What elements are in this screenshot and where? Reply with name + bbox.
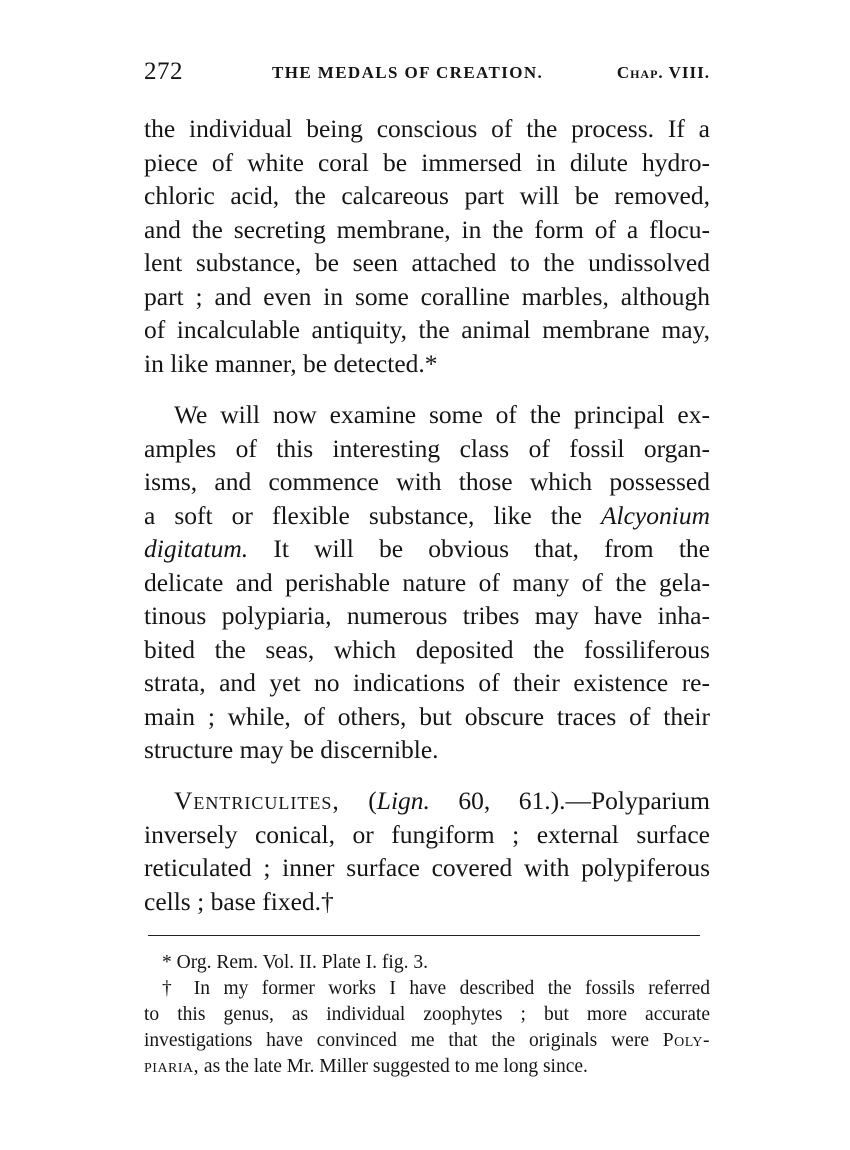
text-line: cells ; base fixed.†: [144, 886, 334, 916]
paragraph-ventriculites: [144, 784, 710, 918]
running-title: THE MEDALS OF CREATION.: [272, 63, 544, 82]
text-segment: investigations have convinced me that the originals were: [144, 1030, 663, 1051]
text-line: lent substance, be seen attached to the undissolved: [144, 248, 710, 277]
text-segment: It will be obvious that, from the: [248, 534, 710, 563]
genus-term: Ventriculites,: [174, 786, 340, 815]
text-line: We will now examine some of the principal ex-: [174, 400, 710, 429]
footnotes: [144, 950, 710, 1080]
text-line: main ; while, of others, but obscure traces of their: [144, 701, 710, 731]
text-line: piece of white coral be immersed in dilute hydro-: [144, 147, 710, 177]
text-segment: as the late Mr. Miller suggested to me long since.: [199, 1056, 588, 1077]
chapter-label: [617, 63, 710, 83]
chapter-label-text: Chap. VIII.: [616, 63, 710, 82]
footnote-2-line: to this genus, as individual zoophytes ; but more accurate: [144, 1004, 710, 1025]
text-segment: a soft or flexible substance, like the: [144, 500, 601, 530]
page-number: 272: [144, 58, 183, 85]
footnote-2-line: † In my former works I have described the fossils referred: [162, 978, 710, 999]
text-line-with-species: [144, 532, 710, 566]
text-line: delicate and perishable nature of many of the gela-: [144, 567, 710, 597]
species-name-epithet: digitatum.: [144, 534, 249, 563]
footnote-2-line: [144, 1054, 710, 1080]
running-header: [144, 58, 710, 92]
footnote-2-line: [144, 1028, 710, 1054]
text-segment: (: [339, 786, 377, 815]
footnote-divider: [148, 935, 700, 936]
text-line: in like manner, be detected.*: [144, 348, 438, 378]
footnote-term: piaria,: [144, 1056, 200, 1077]
text-line: the individual being conscious of the process. If a: [144, 114, 710, 143]
text-line: isms, and commence with those which possessed: [144, 467, 710, 496]
text-line: chloric acid, the calcareous part will be removed,: [144, 181, 710, 210]
figure-reference: Lign.: [376, 786, 430, 815]
text-line: part ; and even in some coralline marbles, although: [144, 281, 710, 311]
genus-entry-line: [144, 784, 710, 818]
text-line: and the secreting membrane, in the form of a flocu-: [144, 214, 710, 244]
text-line: bited the seas, which deposited the fossiliferous: [144, 634, 710, 664]
text-line: strata, and yet no indications of their existence re-: [144, 668, 710, 697]
text-line: inversely conical, or fungiform ; external surface: [144, 819, 710, 849]
text-segment: 60, 61.).—Polyparium: [429, 786, 710, 815]
text-line: amples of this interesting class of fossil organ-: [144, 433, 710, 463]
text-line: structure may be discernible.: [144, 735, 439, 764]
text-line: of incalculable antiquity, the animal membrane may,: [144, 315, 710, 344]
text-line: tinous polypiaria, numerous tribes may have inha-: [144, 601, 710, 630]
footnote-term: Poly-: [662, 1030, 710, 1051]
species-name-genus: Alcyonium: [600, 500, 710, 530]
paragraph-examples: [144, 398, 710, 767]
paragraph-continuation: [144, 112, 710, 380]
footnote-1: * Org. Rem. Vol. II. Plate I. fig. 3.: [162, 952, 428, 973]
text-line-with-species: [144, 499, 710, 533]
text-line: reticulated ; inner surface covered with polypiferous: [144, 853, 710, 882]
